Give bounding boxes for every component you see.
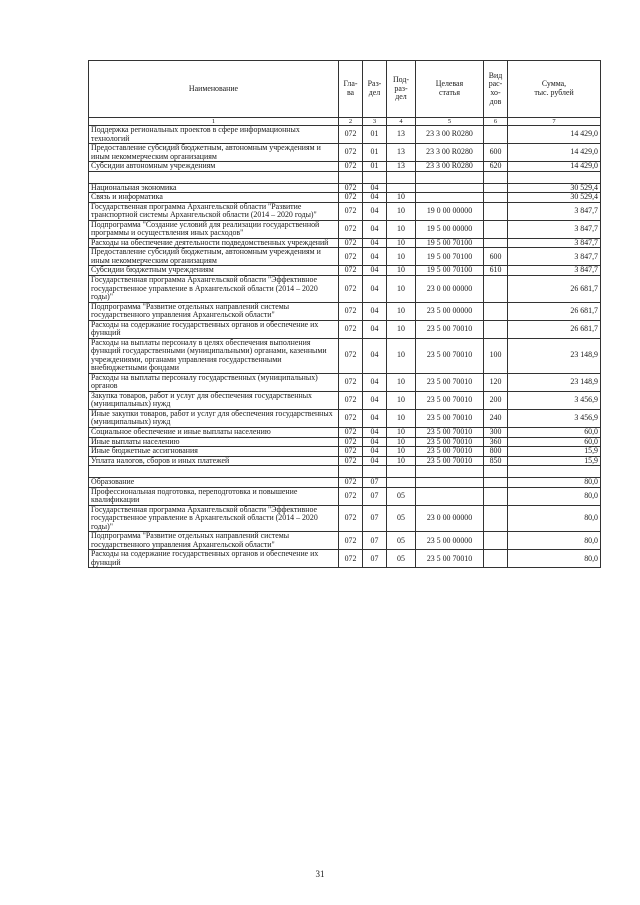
cell-razdel: 01 (363, 144, 387, 162)
cell-vid (484, 302, 508, 320)
cell-podrazdel: 13 (387, 162, 416, 172)
cell-razdel: 04 (363, 202, 387, 220)
cell-article: 19 5 00 70100 (416, 248, 484, 266)
cell-razdel: 04 (363, 391, 387, 409)
cell-razdel: 07 (363, 505, 387, 532)
cell-podrazdel: 10 (387, 391, 416, 409)
header-article: Целевая статья (416, 61, 484, 118)
cell-podrazdel: 10 (387, 275, 416, 302)
column-number: 2 (339, 118, 363, 126)
column-number: 1 (89, 118, 339, 126)
cell-glava: 072 (339, 275, 363, 302)
cell-podrazdel: 05 (387, 505, 416, 532)
cell-podrazdel: 13 (387, 126, 416, 144)
cell-razdel: 04 (363, 409, 387, 427)
cell-article: 23 5 00 70010 (416, 373, 484, 391)
header-razdel: Раз- дел (363, 61, 387, 118)
cell-article (416, 466, 484, 478)
cell-vid (484, 126, 508, 144)
header-sum: Сумма, тыс. рублей (508, 61, 601, 118)
cell-sum: 23 148,9 (508, 373, 601, 391)
cell-article: 23 5 00 70010 (416, 456, 484, 466)
cell-article: 19 5 00 70100 (416, 266, 484, 276)
table-row (89, 144, 601, 162)
table-row (89, 126, 601, 144)
cell-name: Государственная программа Архангельской области "Эффективное государственное управление в Архангельской области (2014 – 2020 годы)" (89, 505, 339, 532)
table-body (89, 126, 601, 568)
cell-name: Связь и информатика (89, 193, 339, 203)
cell-name: Расходы на выплаты персоналу государственных (муниципальных) органов (89, 373, 339, 391)
cell-podrazdel (387, 183, 416, 193)
table-row (89, 302, 601, 320)
cell-glava: 072 (339, 183, 363, 193)
cell-name: Государственная программа Архангельской области "Эффективное государственное управление в Архангельской области (2014 – 2020 годы)" (89, 275, 339, 302)
cell-sum: 60,0 (508, 428, 601, 438)
cell-sum: 15,9 (508, 447, 601, 457)
cell-vid (484, 532, 508, 550)
cell-name: Иные закупки товаров, работ и услуг для обеспечения государственных (муниципальных) нужд (89, 409, 339, 427)
cell-name: Подпрограмма "Создание условий для реализации государственной программы и осуществления иных расходов" (89, 220, 339, 238)
table-row (89, 202, 601, 220)
header-glava: Гла- ва (339, 61, 363, 118)
table-row (89, 220, 601, 238)
cell-razdel: 04 (363, 437, 387, 447)
cell-name: Расходы на обеспечение деятельности подведомственных учреждений (89, 238, 339, 248)
cell-razdel: 04 (363, 238, 387, 248)
cell-sum: 3 456,9 (508, 409, 601, 427)
cell-podrazdel (387, 478, 416, 488)
cell-vid: 600 (484, 248, 508, 266)
table-row (89, 162, 601, 172)
cell-vid (484, 320, 508, 338)
cell-sum: 14 429,0 (508, 162, 601, 172)
cell-vid: 620 (484, 162, 508, 172)
cell-podrazdel: 05 (387, 532, 416, 550)
cell-razdel: 04 (363, 447, 387, 457)
cell-sum: 80,0 (508, 550, 601, 568)
cell-glava: 072 (339, 428, 363, 438)
cell-sum: 26 681,7 (508, 275, 601, 302)
cell-article: 19 5 00 00000 (416, 220, 484, 238)
cell-podrazdel: 10 (387, 409, 416, 427)
cell-glava: 072 (339, 373, 363, 391)
column-number: 6 (484, 118, 508, 126)
cell-name: Предоставление субсидий бюджетным, автономным учреждениям и иным некоммерческим организациям (89, 248, 339, 266)
blank-row (89, 466, 601, 478)
cell-vid (484, 171, 508, 183)
cell-sum: 3 456,9 (508, 391, 601, 409)
cell-sum: 80,0 (508, 532, 601, 550)
cell-vid: 360 (484, 437, 508, 447)
cell-glava: 072 (339, 437, 363, 447)
cell-sum: 14 429,0 (508, 126, 601, 144)
header-name: Наименование (89, 61, 339, 118)
cell-podrazdel: 10 (387, 437, 416, 447)
cell-vid (484, 183, 508, 193)
cell-glava: 072 (339, 266, 363, 276)
cell-sum: 30 529,4 (508, 193, 601, 203)
cell-article (416, 171, 484, 183)
cell-vid: 200 (484, 391, 508, 409)
cell-razdel: 07 (363, 487, 387, 505)
cell-name: Расходы на содержание государственных органов и обеспечение их функций (89, 550, 339, 568)
cell-sum: 80,0 (508, 505, 601, 532)
cell-glava: 072 (339, 320, 363, 338)
cell-article: 23 5 00 70010 (416, 338, 484, 373)
cell-vid: 240 (484, 409, 508, 427)
cell-article: 23 5 00 00000 (416, 302, 484, 320)
cell-sum: 23 148,9 (508, 338, 601, 373)
table-row (89, 505, 601, 532)
cell-sum: 3 847,7 (508, 202, 601, 220)
cell-glava: 072 (339, 162, 363, 172)
cell-vid (484, 466, 508, 478)
cell-glava: 072 (339, 202, 363, 220)
cell-name: Расходы на содержание государственных органов и обеспечение их функций (89, 320, 339, 338)
cell-name: Субсидии бюджетным учреждениям (89, 266, 339, 276)
cell-name: Подпрограмма "Развитие отдельных направлений системы государственного управления Архангельской области" (89, 532, 339, 550)
cell-article: 23 5 00 70010 (416, 320, 484, 338)
cell-glava: 072 (339, 409, 363, 427)
cell-article: 23 3 00 R0280 (416, 126, 484, 144)
cell-razdel: 04 (363, 193, 387, 203)
cell-podrazdel: 10 (387, 302, 416, 320)
cell-name: Закупка товаров, работ и услуг для обеспечения государственных (муниципальных) нужд (89, 391, 339, 409)
cell-name: Социальное обеспечение и иные выплаты населению (89, 428, 339, 438)
table-row (89, 456, 601, 466)
cell-name: Национальная экономика (89, 183, 339, 193)
cell-name: Предоставление субсидий бюджетным, автономным учреждениям и иным некоммерческим организациям (89, 144, 339, 162)
budget-table (88, 60, 601, 568)
cell-razdel (363, 466, 387, 478)
cell-glava: 072 (339, 193, 363, 203)
cell-name: Иные бюджетные ассигнования (89, 447, 339, 457)
cell-sum: 15,9 (508, 456, 601, 466)
cell-razdel: 07 (363, 550, 387, 568)
table-row (89, 248, 601, 266)
table-row (89, 487, 601, 505)
cell-article (416, 193, 484, 203)
cell-name: Поддержка региональных проектов в сфере информационных технологий (89, 126, 339, 144)
cell-vid (484, 505, 508, 532)
cell-sum: 3 847,7 (508, 248, 601, 266)
cell-glava: 072 (339, 302, 363, 320)
table-row (89, 409, 601, 427)
cell-razdel: 07 (363, 478, 387, 488)
cell-glava: 072 (339, 248, 363, 266)
cell-vid: 610 (484, 266, 508, 276)
cell-sum: 80,0 (508, 487, 601, 505)
table-row (89, 447, 601, 457)
cell-article: 23 5 00 70010 (416, 550, 484, 568)
cell-razdel: 04 (363, 275, 387, 302)
cell-vid (484, 238, 508, 248)
cell-article: 23 5 00 70010 (416, 447, 484, 457)
cell-sum: 26 681,7 (508, 320, 601, 338)
cell-podrazdel (387, 171, 416, 183)
cell-vid: 800 (484, 447, 508, 457)
cell-name: Уплата налогов, сборов и иных платежей (89, 456, 339, 466)
cell-article: 19 5 00 70100 (416, 238, 484, 248)
blank-row (89, 171, 601, 183)
cell-sum: 80,0 (508, 478, 601, 488)
table-row (89, 550, 601, 568)
cell-article: 23 5 00 70010 (416, 428, 484, 438)
header-vid: Вид рас- хо- дов (484, 61, 508, 118)
cell-vid: 850 (484, 456, 508, 466)
cell-podrazdel: 10 (387, 456, 416, 466)
cell-podrazdel: 10 (387, 248, 416, 266)
cell-razdel: 01 (363, 162, 387, 172)
cell-vid (484, 220, 508, 238)
cell-razdel: 04 (363, 320, 387, 338)
cell-razdel: 04 (363, 266, 387, 276)
cell-razdel: 04 (363, 338, 387, 373)
cell-vid (484, 275, 508, 302)
cell-razdel: 04 (363, 428, 387, 438)
cell-name: Подпрограмма "Развитие отдельных направлений системы государственного управления Архангельской области" (89, 302, 339, 320)
cell-sum: 3 847,7 (508, 238, 601, 248)
cell-razdel: 01 (363, 126, 387, 144)
cell-glava: 072 (339, 487, 363, 505)
cell-razdel: 04 (363, 456, 387, 466)
cell-name: Субсидии автономным учреждениям (89, 162, 339, 172)
cell-vid: 300 (484, 428, 508, 438)
cell-glava: 072 (339, 338, 363, 373)
table-row (89, 338, 601, 373)
cell-vid: 600 (484, 144, 508, 162)
table-row (89, 437, 601, 447)
cell-name: Иные выплаты населению (89, 437, 339, 447)
cell-podrazdel: 10 (387, 238, 416, 248)
table-row (89, 238, 601, 248)
cell-article (416, 487, 484, 505)
table-row (89, 266, 601, 276)
cell-vid (484, 202, 508, 220)
column-number-row (89, 118, 601, 126)
cell-podrazdel: 05 (387, 487, 416, 505)
column-number: 7 (508, 118, 601, 126)
cell-podrazdel: 10 (387, 428, 416, 438)
cell-name (89, 171, 339, 183)
table-row (89, 478, 601, 488)
cell-glava: 072 (339, 144, 363, 162)
cell-vid (484, 550, 508, 568)
cell-name (89, 466, 339, 478)
cell-podrazdel: 10 (387, 220, 416, 238)
cell-razdel: 04 (363, 220, 387, 238)
column-number: 3 (363, 118, 387, 126)
cell-razdel: 04 (363, 373, 387, 391)
cell-article: 23 3 00 R0280 (416, 162, 484, 172)
table-row (89, 391, 601, 409)
cell-sum (508, 466, 601, 478)
column-number: 5 (416, 118, 484, 126)
table-row (89, 183, 601, 193)
cell-article: 23 5 00 00000 (416, 532, 484, 550)
cell-razdel: 04 (363, 183, 387, 193)
cell-name: Образование (89, 478, 339, 488)
cell-podrazdel: 10 (387, 447, 416, 457)
cell-vid (484, 487, 508, 505)
cell-sum: 30 529,4 (508, 183, 601, 193)
cell-article (416, 478, 484, 488)
cell-article: 23 0 00 00000 (416, 505, 484, 532)
cell-sum: 14 429,0 (508, 144, 601, 162)
cell-article: 19 0 00 00000 (416, 202, 484, 220)
cell-sum: 60,0 (508, 437, 601, 447)
cell-glava: 072 (339, 126, 363, 144)
table-row (89, 275, 601, 302)
cell-glava (339, 466, 363, 478)
cell-vid (484, 478, 508, 488)
cell-glava: 072 (339, 532, 363, 550)
cell-article: 23 5 00 70010 (416, 409, 484, 427)
cell-vid: 100 (484, 338, 508, 373)
cell-glava: 072 (339, 478, 363, 488)
cell-glava: 072 (339, 456, 363, 466)
cell-glava: 072 (339, 550, 363, 568)
cell-glava (339, 171, 363, 183)
table-row (89, 373, 601, 391)
cell-podrazdel (387, 466, 416, 478)
page-number: 31 (315, 869, 325, 879)
header-podrazdel: Под- раз- дел (387, 61, 416, 118)
cell-razdel: 04 (363, 248, 387, 266)
cell-name: Расходы на выплаты персоналу в целях обеспечения выполнения функций государственными (муниципальными) органами, казенными учреждениями, органами управления государственными внебюджетными фондами (89, 338, 339, 373)
cell-glava: 072 (339, 447, 363, 457)
cell-vid (484, 193, 508, 203)
table-row (89, 428, 601, 438)
cell-article: 23 5 00 70010 (416, 437, 484, 447)
cell-podrazdel: 10 (387, 202, 416, 220)
table-row (89, 193, 601, 203)
cell-sum: 26 681,7 (508, 302, 601, 320)
cell-podrazdel: 10 (387, 193, 416, 203)
cell-podrazdel: 13 (387, 144, 416, 162)
cell-article (416, 183, 484, 193)
cell-article: 23 0 00 00000 (416, 275, 484, 302)
header-row (89, 61, 601, 118)
cell-article: 23 3 00 R0280 (416, 144, 484, 162)
cell-glava: 072 (339, 505, 363, 532)
cell-razdel: 04 (363, 302, 387, 320)
cell-name: Профессиональная подготовка, переподготовка и повышение квалификации (89, 487, 339, 505)
cell-sum: 3 847,7 (508, 220, 601, 238)
cell-glava: 072 (339, 220, 363, 238)
cell-podrazdel: 10 (387, 266, 416, 276)
cell-podrazdel: 10 (387, 338, 416, 373)
cell-sum: 3 847,7 (508, 266, 601, 276)
cell-vid: 120 (484, 373, 508, 391)
cell-podrazdel: 10 (387, 373, 416, 391)
cell-podrazdel: 10 (387, 320, 416, 338)
cell-name: Государственная программа Архангельской области "Развитие транспортной системы Архангельской области (2014 – 2020 годы)" (89, 202, 339, 220)
cell-sum (508, 171, 601, 183)
cell-razdel (363, 171, 387, 183)
column-number: 4 (387, 118, 416, 126)
cell-glava: 072 (339, 391, 363, 409)
cell-glava: 072 (339, 238, 363, 248)
table-row (89, 320, 601, 338)
cell-podrazdel: 05 (387, 550, 416, 568)
table-row (89, 532, 601, 550)
cell-article: 23 5 00 70010 (416, 391, 484, 409)
cell-razdel: 07 (363, 532, 387, 550)
